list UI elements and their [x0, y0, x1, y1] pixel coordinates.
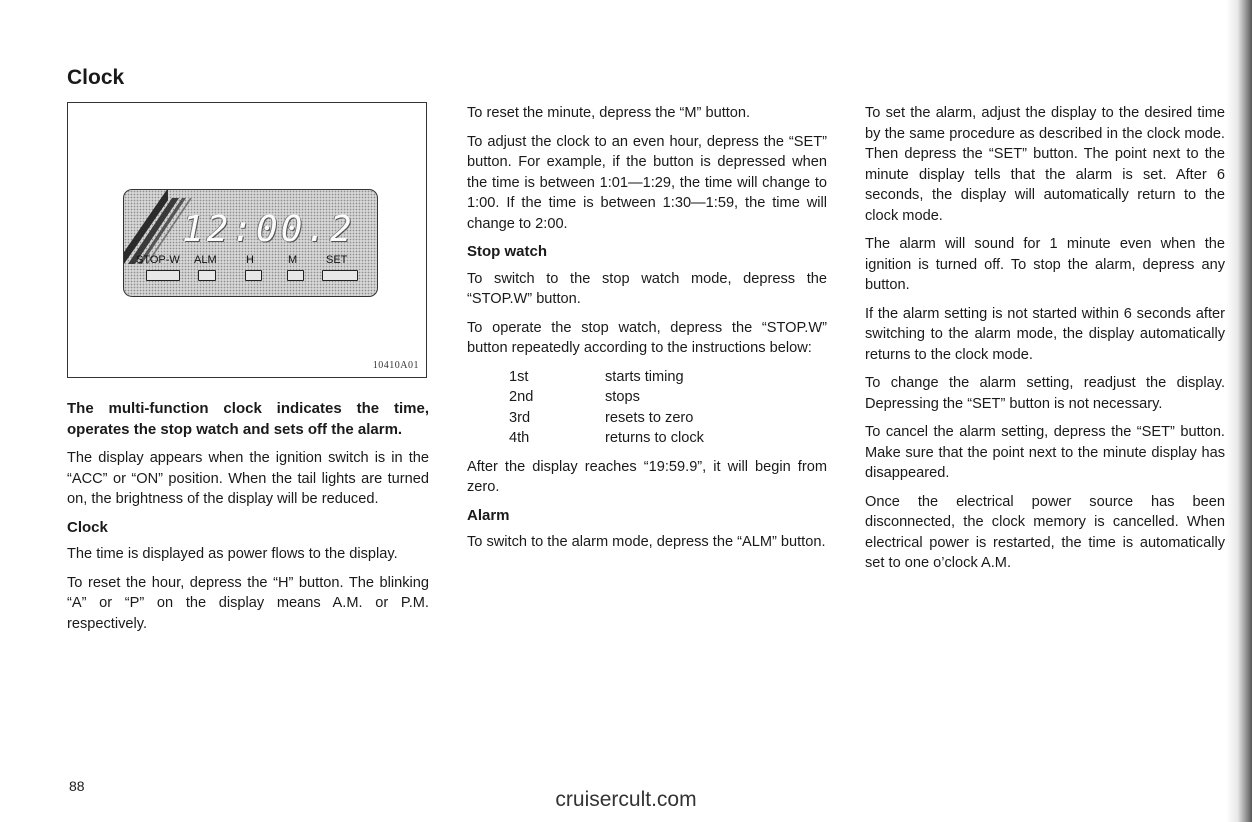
- left-column: [67, 398, 429, 642]
- clock-illustration: [67, 102, 427, 378]
- sequence-step: 3rd: [509, 409, 531, 426]
- label-alm: ALM: [194, 254, 217, 266]
- figure-code: 10410A01: [372, 360, 419, 371]
- label-set: SET: [326, 254, 348, 266]
- set-button: [322, 270, 358, 281]
- clock-paragraph-1: The time is displayed as power flows to the display.: [67, 546, 398, 562]
- clock-heading: Clock: [67, 518, 108, 536]
- alarm-sound-paragraph: The alarm will sound for 1 minute even when the ignition is turned off. To stop the alarm, depress any button.: [865, 236, 1225, 293]
- clock-paragraph-2: To reset the hour, depress the “H” button. The blinking “A” or “P” on the display means A.M. or P.M. respectively.: [67, 574, 429, 632]
- sequence-action: starts timing: [605, 368, 684, 385]
- adjust-paragraph: To adjust the clock to an even hour, depress the “SET” button. For example, if the button is depressed when the time is between 1:01—1:29, the time will change to 1:00. If the time is between 1:30—1:59, the time will change to 2:00.: [467, 133, 827, 232]
- display-paragraph: The display appears when the ignition switch is in the “ACC” or “ON” position. When the tail lights are turned on, the brightness of the display will be reduced.: [67, 450, 429, 507]
- stopwatch-heading: Stop watch: [467, 243, 548, 260]
- sequence-row: [467, 367, 827, 388]
- page-number: 88: [69, 778, 85, 794]
- right-column: [865, 103, 1225, 582]
- stopwatch-sequence: [467, 367, 827, 449]
- alarm-paragraph-1: To switch to the alarm mode, depress the “ALM” button.: [467, 534, 826, 550]
- intro-paragraph: The multi-function clock indicates the time, operates the stop watch and sets off the alarm.: [67, 400, 429, 438]
- sequence-step: 2nd: [509, 389, 534, 405]
- alarm-timeout-paragraph: If the alarm setting is not started within 6 seconds after switching to the alarm mode, the display automatically returns to the clock mode.: [865, 305, 1225, 363]
- lcd-display-panel: [123, 189, 378, 297]
- rollover-paragraph: After the display reaches “19:59.9”, it will begin from zero.: [467, 458, 827, 495]
- lcd-time-readout: 12:00.2: [182, 209, 355, 250]
- sequence-action: resets to zero: [605, 409, 694, 426]
- sequence-row: [467, 387, 827, 408]
- stop-w-button: [146, 270, 180, 281]
- memory-paragraph: Once the electrical power source has been disconnected, the clock memory is cancelled. When electrical power is restarted, the time is automatically set to one o’clock A.M.: [865, 493, 1225, 571]
- sequence-row: [467, 408, 827, 429]
- sequence-action: stops: [605, 389, 640, 405]
- alarm-set-paragraph: To set the alarm, adjust the display to the desired time by the same procedure as described in the clock mode. Then depress the “SET” button. The point next to the minute display tells that the alarm is set. After 6 seconds, the display will automatically return to the clock mode.: [865, 105, 1225, 224]
- alarm-change-paragraph: To change the alarm setting, readjust the display. Depressing the “SET” button is not necessary.: [865, 375, 1225, 412]
- page-binding-edge: [1226, 0, 1252, 822]
- sequence-step: 4th: [509, 430, 530, 446]
- m-button: [287, 270, 304, 281]
- alarm-heading: Alarm: [467, 506, 510, 524]
- stopwatch-paragraph-1: To switch to the stop watch mode, depress the “STOP.W” button.: [467, 270, 827, 307]
- watermark: cruisercult.com: [555, 788, 697, 811]
- label-stop-w: STOP-W: [136, 254, 180, 266]
- h-button: [245, 270, 262, 281]
- label-h: H: [246, 254, 254, 266]
- middle-column: [467, 103, 827, 561]
- stopwatch-paragraph-2: To operate the stop watch, depress the “STOP.W” button repeatedly according to the instructions below:: [467, 319, 827, 356]
- alarm-cancel-paragraph: To cancel the alarm setting, depress the “SET” button. Make sure that the point next to the minute display has disappeared.: [865, 424, 1225, 481]
- sequence-row: [467, 428, 827, 449]
- label-m: M: [288, 254, 298, 266]
- sequence-action: returns to clock: [605, 430, 704, 446]
- alm-button: [198, 270, 216, 281]
- lcd-button-labels: [136, 254, 366, 268]
- page-title: Clock: [67, 66, 125, 89]
- sequence-step: 1st: [509, 368, 529, 385]
- minute-paragraph: To reset the minute, depress the “M” button.: [467, 105, 751, 121]
